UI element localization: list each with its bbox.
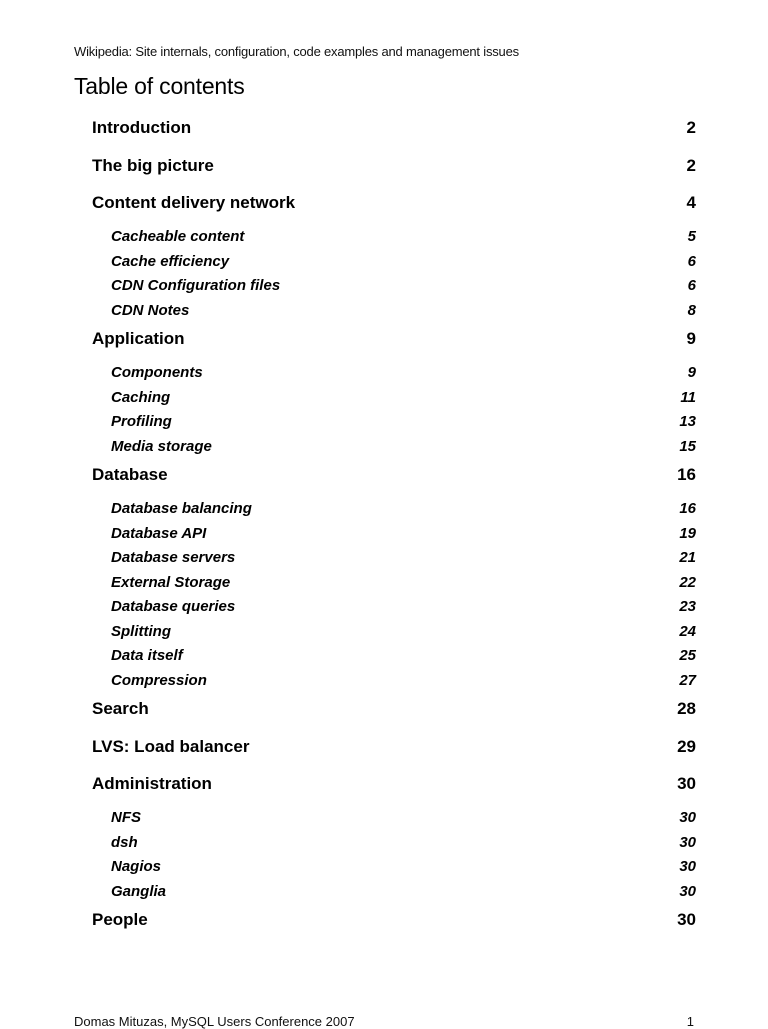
toc-subsection-entry[interactable] (92, 389, 696, 409)
toc-entry-title: NFS (111, 809, 141, 826)
toc-entry-page: 4 (686, 193, 696, 212)
toc-subsection-entry[interactable] (92, 598, 696, 618)
toc-entry-page: 24 (679, 622, 696, 640)
toc-subsection-entry[interactable] (92, 525, 696, 545)
toc-title: Table of contents (74, 73, 245, 99)
toc-entry-page: 5 (687, 228, 696, 245)
toc-entry-page: 19 (679, 524, 696, 542)
toc-entry-page: 21 (679, 549, 696, 566)
toc-subsection-entry[interactable] (92, 623, 696, 643)
toc-entry-page: 25 (679, 647, 696, 664)
toc-entry-title: CDN Configuration files (111, 277, 281, 294)
toc-subsection-entry[interactable] (92, 834, 696, 854)
toc-subsection-entry[interactable] (92, 574, 696, 594)
toc-entry-page: 6 (687, 277, 696, 294)
toc-entry-title: Database balancing (111, 500, 252, 517)
toc-subsection-entry[interactable] (92, 549, 696, 569)
toc-entry-page: 29 (677, 736, 696, 756)
toc-entry-title: Application (92, 329, 185, 348)
toc-section-entry[interactable] (92, 465, 696, 489)
toc-entry-page: 30 (679, 809, 696, 826)
toc-entry-title: Cache efficiency (111, 252, 230, 270)
toc-entry-title: Ganglia (111, 882, 167, 900)
toc-entry-title: Data itself (111, 647, 183, 664)
toc-entry-page: 11 (680, 388, 696, 406)
toc-entry-page: 2 (686, 118, 696, 137)
toc-entry-title: Administration (92, 774, 212, 793)
toc-subsection-entry[interactable] (92, 438, 696, 458)
toc-entry-title: Components (111, 364, 203, 381)
toc-entry-title: People (92, 910, 148, 929)
footer-author: Domas Mituzas, MySQL Users Conference 2007 (74, 1014, 355, 1029)
toc-entry-title: Introduction (92, 118, 192, 137)
toc-entry-title: Database servers (111, 549, 236, 566)
toc-subsection-entry[interactable] (92, 858, 696, 878)
toc-subsection-entry[interactable] (92, 277, 696, 297)
toc-entry-title: Media storage (111, 437, 212, 455)
toc-entry-page: 13 (679, 413, 696, 430)
toc-subsection-entry[interactable] (92, 500, 696, 520)
footer-page-number: 1 (686, 1014, 694, 1029)
toc-entry-page: 23 (679, 598, 696, 615)
toc-entry-title: The big picture (92, 155, 214, 175)
toc-entry-page: 15 (679, 437, 696, 455)
toc-entry-page: 6 (687, 252, 696, 270)
toc-subsection-entry[interactable] (92, 228, 696, 248)
toc-entry-title: Database API (111, 524, 207, 542)
toc-entry-page: 16 (677, 465, 696, 484)
toc-subsection-entry[interactable] (92, 302, 696, 322)
toc-section-entry[interactable] (92, 737, 696, 761)
toc-entry-page: 30 (679, 882, 696, 900)
toc-entry-page: 30 (677, 774, 696, 793)
toc-section-entry[interactable] (92, 774, 696, 798)
toc-subsection-entry[interactable] (92, 809, 696, 829)
toc-entry-title: dsh (111, 833, 138, 851)
toc-subsection-entry[interactable] (92, 413, 696, 433)
toc-entry-title: Caching (111, 388, 171, 406)
toc-entry-title: Splitting (111, 622, 171, 640)
toc-entry-page: 28 (677, 699, 696, 718)
toc-entry-page: 16 (679, 500, 696, 517)
toc-entry-title: Database queries (111, 598, 236, 615)
toc-entry-page: 9 (686, 329, 696, 348)
toc-entry-title: Database (92, 465, 168, 484)
toc-entry-title: Search (92, 699, 149, 718)
toc-entry-title: External Storage (111, 573, 231, 591)
toc-section-entry[interactable] (92, 910, 696, 934)
toc-entry-title: Cacheable content (111, 228, 245, 245)
toc-section-entry[interactable] (92, 156, 696, 180)
toc-entry-page: 30 (679, 858, 696, 875)
toc-subsection-entry[interactable] (92, 647, 696, 667)
toc-entry-title: CDN Notes (111, 301, 190, 319)
toc-entry-title: Content delivery network (92, 193, 296, 212)
toc-entry-title: LVS: Load balancer (92, 736, 250, 756)
toc-section-entry[interactable] (92, 329, 696, 353)
toc-entry-page: 9 (687, 364, 696, 381)
toc-section-entry[interactable] (92, 193, 696, 217)
toc-subsection-entry[interactable] (92, 883, 696, 903)
toc-entry-title: Profiling (111, 413, 172, 430)
toc-subsection-entry[interactable] (92, 364, 696, 384)
toc-entry-page: 30 (679, 833, 696, 851)
toc-section-entry[interactable] (92, 699, 696, 723)
toc-section-entry[interactable] (92, 118, 696, 142)
toc-entry-page: 2 (686, 155, 696, 175)
running-header: Wikipedia: Site internals, configuration, code examples and management issues (74, 44, 519, 59)
toc-entry-title: Nagios (111, 858, 162, 875)
toc-subsection-entry[interactable] (92, 672, 696, 692)
toc-entry-page: 30 (677, 910, 696, 929)
toc-entry-page: 27 (679, 671, 696, 689)
toc-subsection-entry[interactable] (92, 253, 696, 273)
toc-entry-page: 22 (679, 573, 696, 591)
toc-entry-page: 8 (687, 301, 696, 319)
toc-entry-title: Compression (111, 671, 207, 689)
